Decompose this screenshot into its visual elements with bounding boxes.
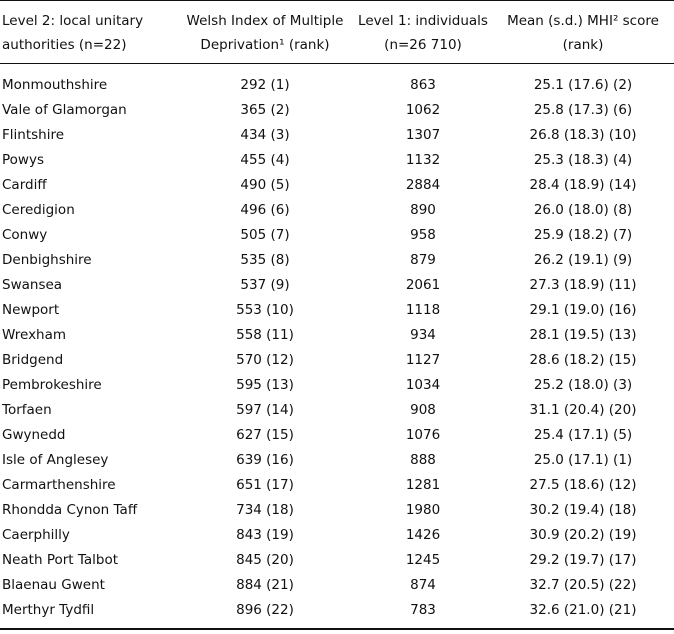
cell-mhi: 26.2 (19.1) (9) — [533, 251, 633, 268]
cell-mhi: 25.1 (17.6) (2) — [533, 76, 633, 93]
cell-individuals: 890 — [410, 201, 436, 218]
cell-authority: Blaenau Gwent — [2, 576, 105, 593]
cell-individuals: 888 — [410, 451, 436, 468]
cell-individuals: 1426 — [405, 526, 441, 543]
cell-mhi: 26.8 (18.3) (10) — [529, 126, 637, 143]
cell-wimd: 365 (2) — [240, 101, 290, 118]
cell-mhi: 25.4 (17.1) (5) — [533, 426, 633, 443]
cell-authority: Carmarthenshire — [2, 476, 116, 493]
cell-wimd: 734 (18) — [236, 501, 294, 518]
cell-wimd: 434 (3) — [240, 126, 290, 143]
cell-authority: Swansea — [2, 276, 63, 293]
cell-individuals: 1281 — [405, 476, 441, 493]
cell-mhi: 25.8 (17.3) (6) — [533, 101, 633, 118]
header-mhi-line1: Mean (s.d.) MHI² score — [507, 13, 659, 29]
cell-individuals: 908 — [410, 401, 436, 418]
cell-mhi: 25.9 (18.2) (7) — [533, 226, 633, 243]
table-row — [0, 397, 674, 422]
table-body — [0, 64, 674, 630]
cell-mhi: 28.1 (19.5) (13) — [529, 326, 637, 343]
cell-mhi: 29.2 (19.7) (17) — [529, 551, 637, 568]
table-row — [0, 472, 674, 497]
table-row — [0, 247, 674, 272]
header-authorities-line2: authorities (n=22) — [2, 37, 127, 53]
cell-authority: Neath Port Talbot — [2, 551, 119, 568]
cell-authority: Denbighshire — [2, 251, 92, 268]
header-mhi-line2: (rank) — [562, 37, 604, 53]
cell-wimd: 845 (20) — [236, 551, 294, 568]
cell-authority: Vale of Glamorgan — [2, 101, 127, 118]
cell-individuals: 783 — [354, 597, 492, 629]
cell-individuals: 1127 — [405, 351, 441, 368]
cell-wimd: 843 (19) — [236, 526, 294, 543]
table-row — [0, 347, 674, 372]
header-authorities-line1: Level 2: local unitary — [2, 13, 144, 29]
cell-authority: Powys — [2, 151, 44, 168]
cell-wimd: 896 (22) — [176, 597, 354, 629]
cell-authority: Cardiff — [2, 176, 47, 193]
cell-individuals: 1307 — [405, 126, 441, 143]
cell-mhi: 27.3 (18.9) (11) — [529, 276, 637, 293]
cell-wimd: 639 (16) — [236, 451, 294, 468]
cell-mhi: 28.4 (18.9) (14) — [529, 176, 637, 193]
table-row — [0, 547, 674, 572]
table-row — [0, 272, 674, 297]
cell-wimd: 537 (9) — [240, 276, 290, 293]
cell-authority: Monmouthshire — [2, 76, 108, 93]
cell-wimd: 597 (14) — [236, 401, 294, 418]
cell-authority: Pembrokeshire — [2, 376, 102, 393]
table-row — [0, 97, 674, 122]
cell-mhi: 31.1 (20.4) (20) — [529, 401, 637, 418]
cell-individuals: 1132 — [405, 151, 441, 168]
cell-individuals: 934 — [410, 326, 436, 343]
cell-mhi: 25.0 (17.1) (1) — [533, 451, 633, 468]
cell-authority: Newport — [2, 301, 60, 318]
cell-individuals: 1062 — [405, 101, 441, 118]
cell-individuals: 1980 — [405, 501, 441, 518]
header-mhi — [492, 1, 674, 64]
cell-individuals: 863 — [410, 76, 436, 93]
cell-mhi: 28.6 (18.2) (15) — [529, 351, 637, 368]
cell-authority: Gwynedd — [2, 426, 66, 443]
cell-individuals: 879 — [410, 251, 436, 268]
cell-authority: Isle of Anglesey — [2, 451, 109, 468]
cell-authority: Torfaen — [2, 401, 52, 418]
header-individuals-line1: Level 1: individuals — [358, 13, 488, 29]
header-wimd-line2: Deprivation¹ (rank) — [200, 37, 330, 53]
header-individuals-line2: (n=26 710) — [384, 37, 462, 53]
cell-wimd: 595 (13) — [236, 376, 294, 393]
header-row — [0, 1, 674, 64]
cell-individuals: 1076 — [405, 426, 441, 443]
header-individuals — [354, 1, 492, 64]
cell-wimd: 496 (6) — [240, 201, 290, 218]
cell-mhi: 29.1 (19.0) (16) — [529, 301, 637, 318]
cell-individuals: 1034 — [405, 376, 441, 393]
table-row — [0, 597, 674, 629]
cell-authority: Wrexham — [2, 326, 67, 343]
cell-individuals: 2884 — [405, 176, 441, 193]
cell-individuals: 1245 — [405, 551, 441, 568]
cell-authority: Flintshire — [2, 126, 65, 143]
cell-mhi: 32.6 (21.0) (21) — [492, 597, 674, 629]
table-row — [0, 172, 674, 197]
cell-wimd: 884 (21) — [236, 576, 294, 593]
table-row — [0, 122, 674, 147]
cell-mhi: 30.2 (19.4) (18) — [529, 501, 637, 518]
table-row — [0, 147, 674, 172]
cell-authority: Merthyr Tydfil — [0, 597, 176, 629]
cell-mhi: 30.9 (20.2) (19) — [529, 526, 637, 543]
table-row — [0, 422, 674, 447]
header-authorities — [0, 1, 176, 64]
header-wimd-line1: Welsh Index of Multiple — [186, 13, 344, 29]
table-row — [0, 197, 674, 222]
table-row — [0, 222, 674, 247]
cell-wimd: 535 (8) — [240, 251, 290, 268]
table-row — [0, 572, 674, 597]
table-row — [0, 497, 674, 522]
table-header — [0, 1, 674, 64]
table-row — [0, 297, 674, 322]
cell-individuals: 2061 — [405, 276, 441, 293]
cell-authority: Conwy — [2, 226, 48, 243]
cell-individuals: 874 — [410, 576, 436, 593]
cell-authority: Rhondda Cynon Taff — [2, 501, 138, 518]
cell-authority: Ceredigion — [2, 201, 75, 218]
cell-wimd: 292 (1) — [240, 76, 290, 93]
table-row — [0, 64, 674, 98]
cell-individuals: 958 — [410, 226, 436, 243]
cell-wimd: 490 (5) — [240, 176, 290, 193]
cell-wimd: 505 (7) — [240, 226, 290, 243]
table-row — [0, 372, 674, 397]
cell-authority: Caerphilly — [2, 526, 70, 543]
header-wimd — [176, 1, 354, 64]
cell-mhi: 26.0 (18.0) (8) — [533, 201, 633, 218]
cell-mhi: 25.3 (18.3) (4) — [533, 151, 633, 168]
cell-wimd: 570 (12) — [236, 351, 294, 368]
cell-mhi: 27.5 (18.6) (12) — [529, 476, 637, 493]
cell-mhi: 25.2 (18.0) (3) — [533, 376, 633, 393]
cell-wimd: 553 (10) — [236, 301, 294, 318]
cell-wimd: 651 (17) — [236, 476, 294, 493]
table-row — [0, 522, 674, 547]
table-row — [0, 322, 674, 347]
cell-authority: Bridgend — [2, 351, 64, 368]
cell-wimd: 455 (4) — [240, 151, 290, 168]
table-row — [0, 447, 674, 472]
cell-mhi: 32.7 (20.5) (22) — [529, 576, 637, 593]
cell-individuals: 1118 — [405, 301, 441, 318]
cell-wimd: 627 (15) — [236, 426, 294, 443]
cell-wimd: 558 (11) — [236, 326, 294, 343]
